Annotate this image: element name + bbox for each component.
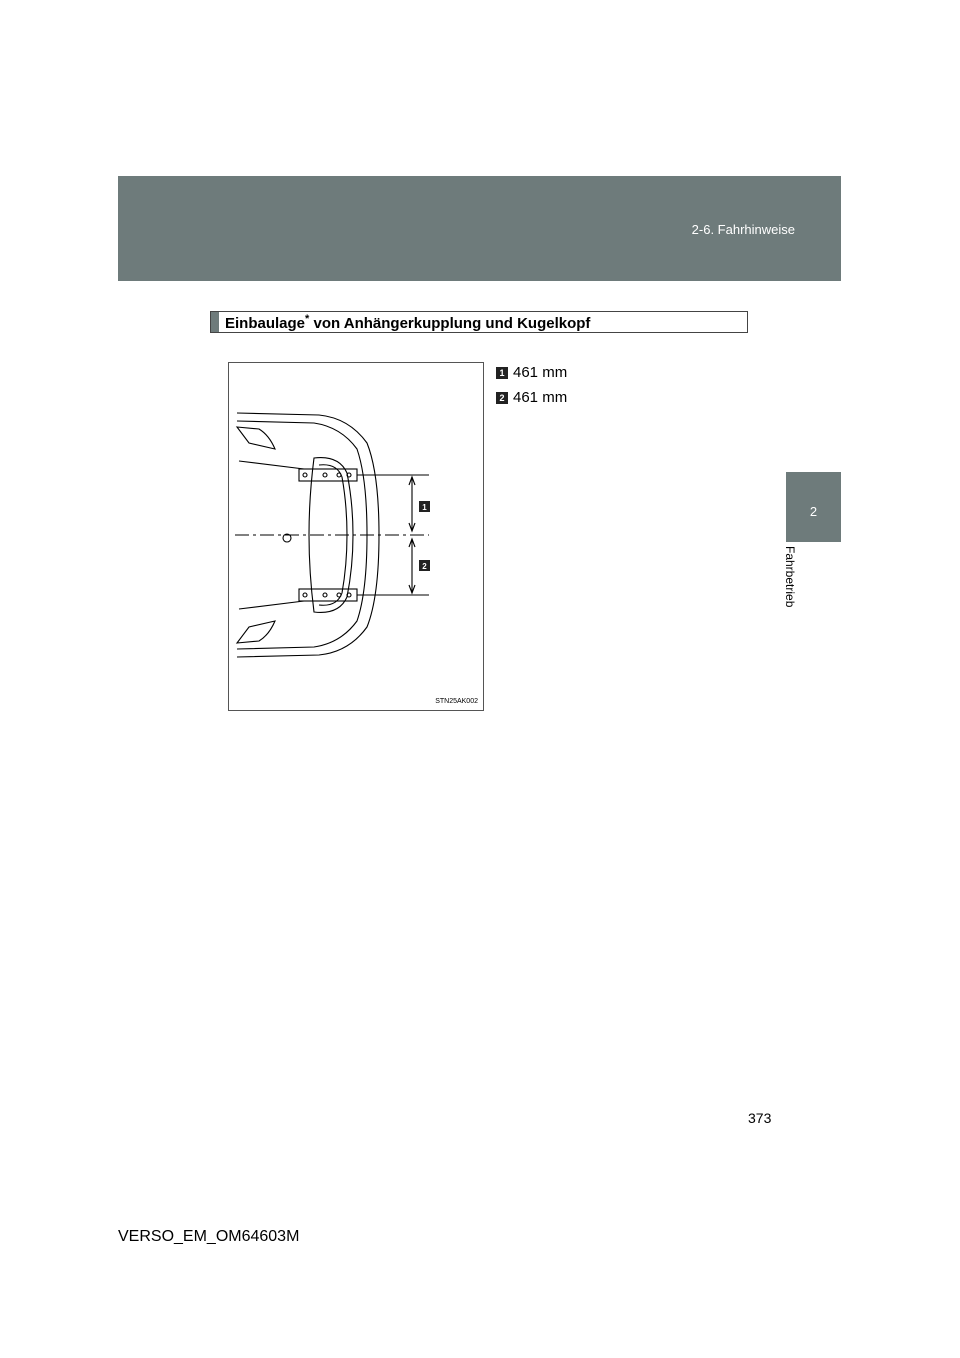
figure-callout-2: 2 <box>422 562 427 571</box>
title-accent-bar <box>211 312 219 332</box>
chapter-tab-text: Fahrbetrieb <box>783 546 797 608</box>
chapter-header <box>118 176 841 281</box>
legend-badge: 2 <box>496 392 508 404</box>
section-title <box>210 311 748 333</box>
document-footer: VERSO_EM_OM64603M <box>118 1228 300 1245</box>
legend-item <box>496 360 567 385</box>
title-main: Einbaulage <box>225 314 306 332</box>
chapter-tab-label <box>783 546 803 630</box>
legend-text: 461 mm <box>513 364 568 381</box>
legend-item <box>496 385 567 410</box>
tow-hitch-diagram <box>228 362 484 711</box>
figure-code: STN25AK002 <box>435 698 478 705</box>
chapter-number: 2 <box>809 504 818 519</box>
figure-callout-1: 1 <box>422 503 427 512</box>
legend-badge: 1 <box>496 367 508 379</box>
title-rest: von Anhängerkupplung und Kugelkopf <box>309 314 591 332</box>
section-label: 2-6. Fahrhinweise <box>691 222 795 237</box>
chapter-tab <box>786 472 841 542</box>
legend-text: 461 mm <box>513 389 568 406</box>
title-footnote-star: * <box>305 312 310 325</box>
dimension-legend <box>496 360 567 410</box>
car-rear-illustration <box>229 363 483 710</box>
title-text <box>225 313 590 332</box>
page-number: 373 <box>748 1110 772 1126</box>
